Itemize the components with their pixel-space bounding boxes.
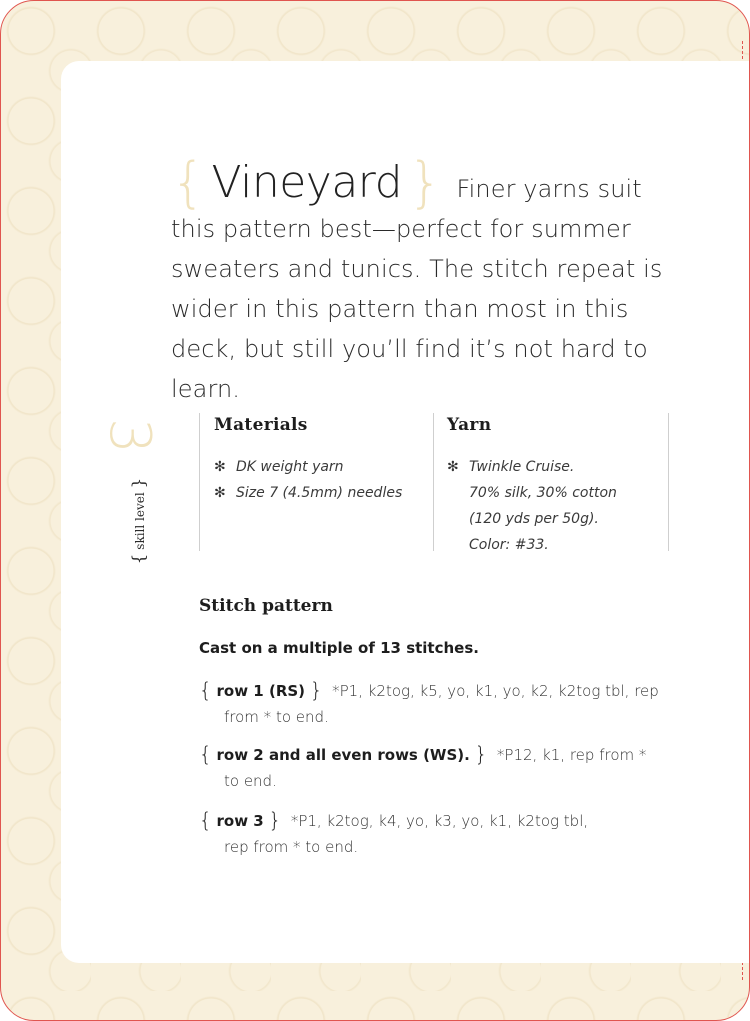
list-item: ✻ Twinkle Cruise. 70% silk, 30% cotton (120 yds per 50g). Color: #33. [447,454,657,558]
yarn-list [447,454,657,558]
skill-brace-open: { [129,553,149,565]
pattern-title: Vineyard [211,157,403,208]
materials-list [214,454,424,506]
list-item: ✻ DK weight yarn [214,454,424,480]
title-brace-close: } [408,151,443,214]
skill-brace-close: } [129,477,149,489]
list-item: ✻ Size 7 (4.5mm) needles [214,480,424,506]
divider-left [199,413,200,551]
skill-level-number: 3 [97,418,162,454]
title-brace-open: { [171,151,206,214]
skill-level-text: skill level [133,492,147,550]
asterisk-icon: ✻ [214,485,226,501]
materials-heading: Materials [214,415,308,435]
divider-right [668,413,669,551]
intro-text: Finer yarns suit this pattern best—perfect for summer sweaters and tunics. The stitch repeat is wider in this pattern than most in this deck, but still you’ll find it’s not hard to learn. [171,175,663,403]
pattern-row-2: { row 2 and all even rows (WS). } *P12, k1, rep from * to end. [199,742,647,790]
pattern-row-1: { row 1 (RS) } *P1, k2tog, k5, yo, k1, yo, k2, k2tog tbl, rep from * to end. [199,678,659,726]
yarn-heading: Yarn [447,415,492,435]
pattern-row-3: { row 3 } *P1, k2tog, k4, yo, k3, yo, k1, k2tog tbl, rep from * to end. [199,808,589,856]
skill-level-label [129,471,149,571]
stitch-pattern-heading: Stitch pattern [199,596,333,616]
cast-on-text: Cast on a multiple of 13 stitches. [199,639,479,657]
intro-block [171,151,671,409]
asterisk-icon: ✻ [214,459,226,475]
divider-middle [433,413,434,551]
asterisk-icon: ✻ [447,459,459,475]
